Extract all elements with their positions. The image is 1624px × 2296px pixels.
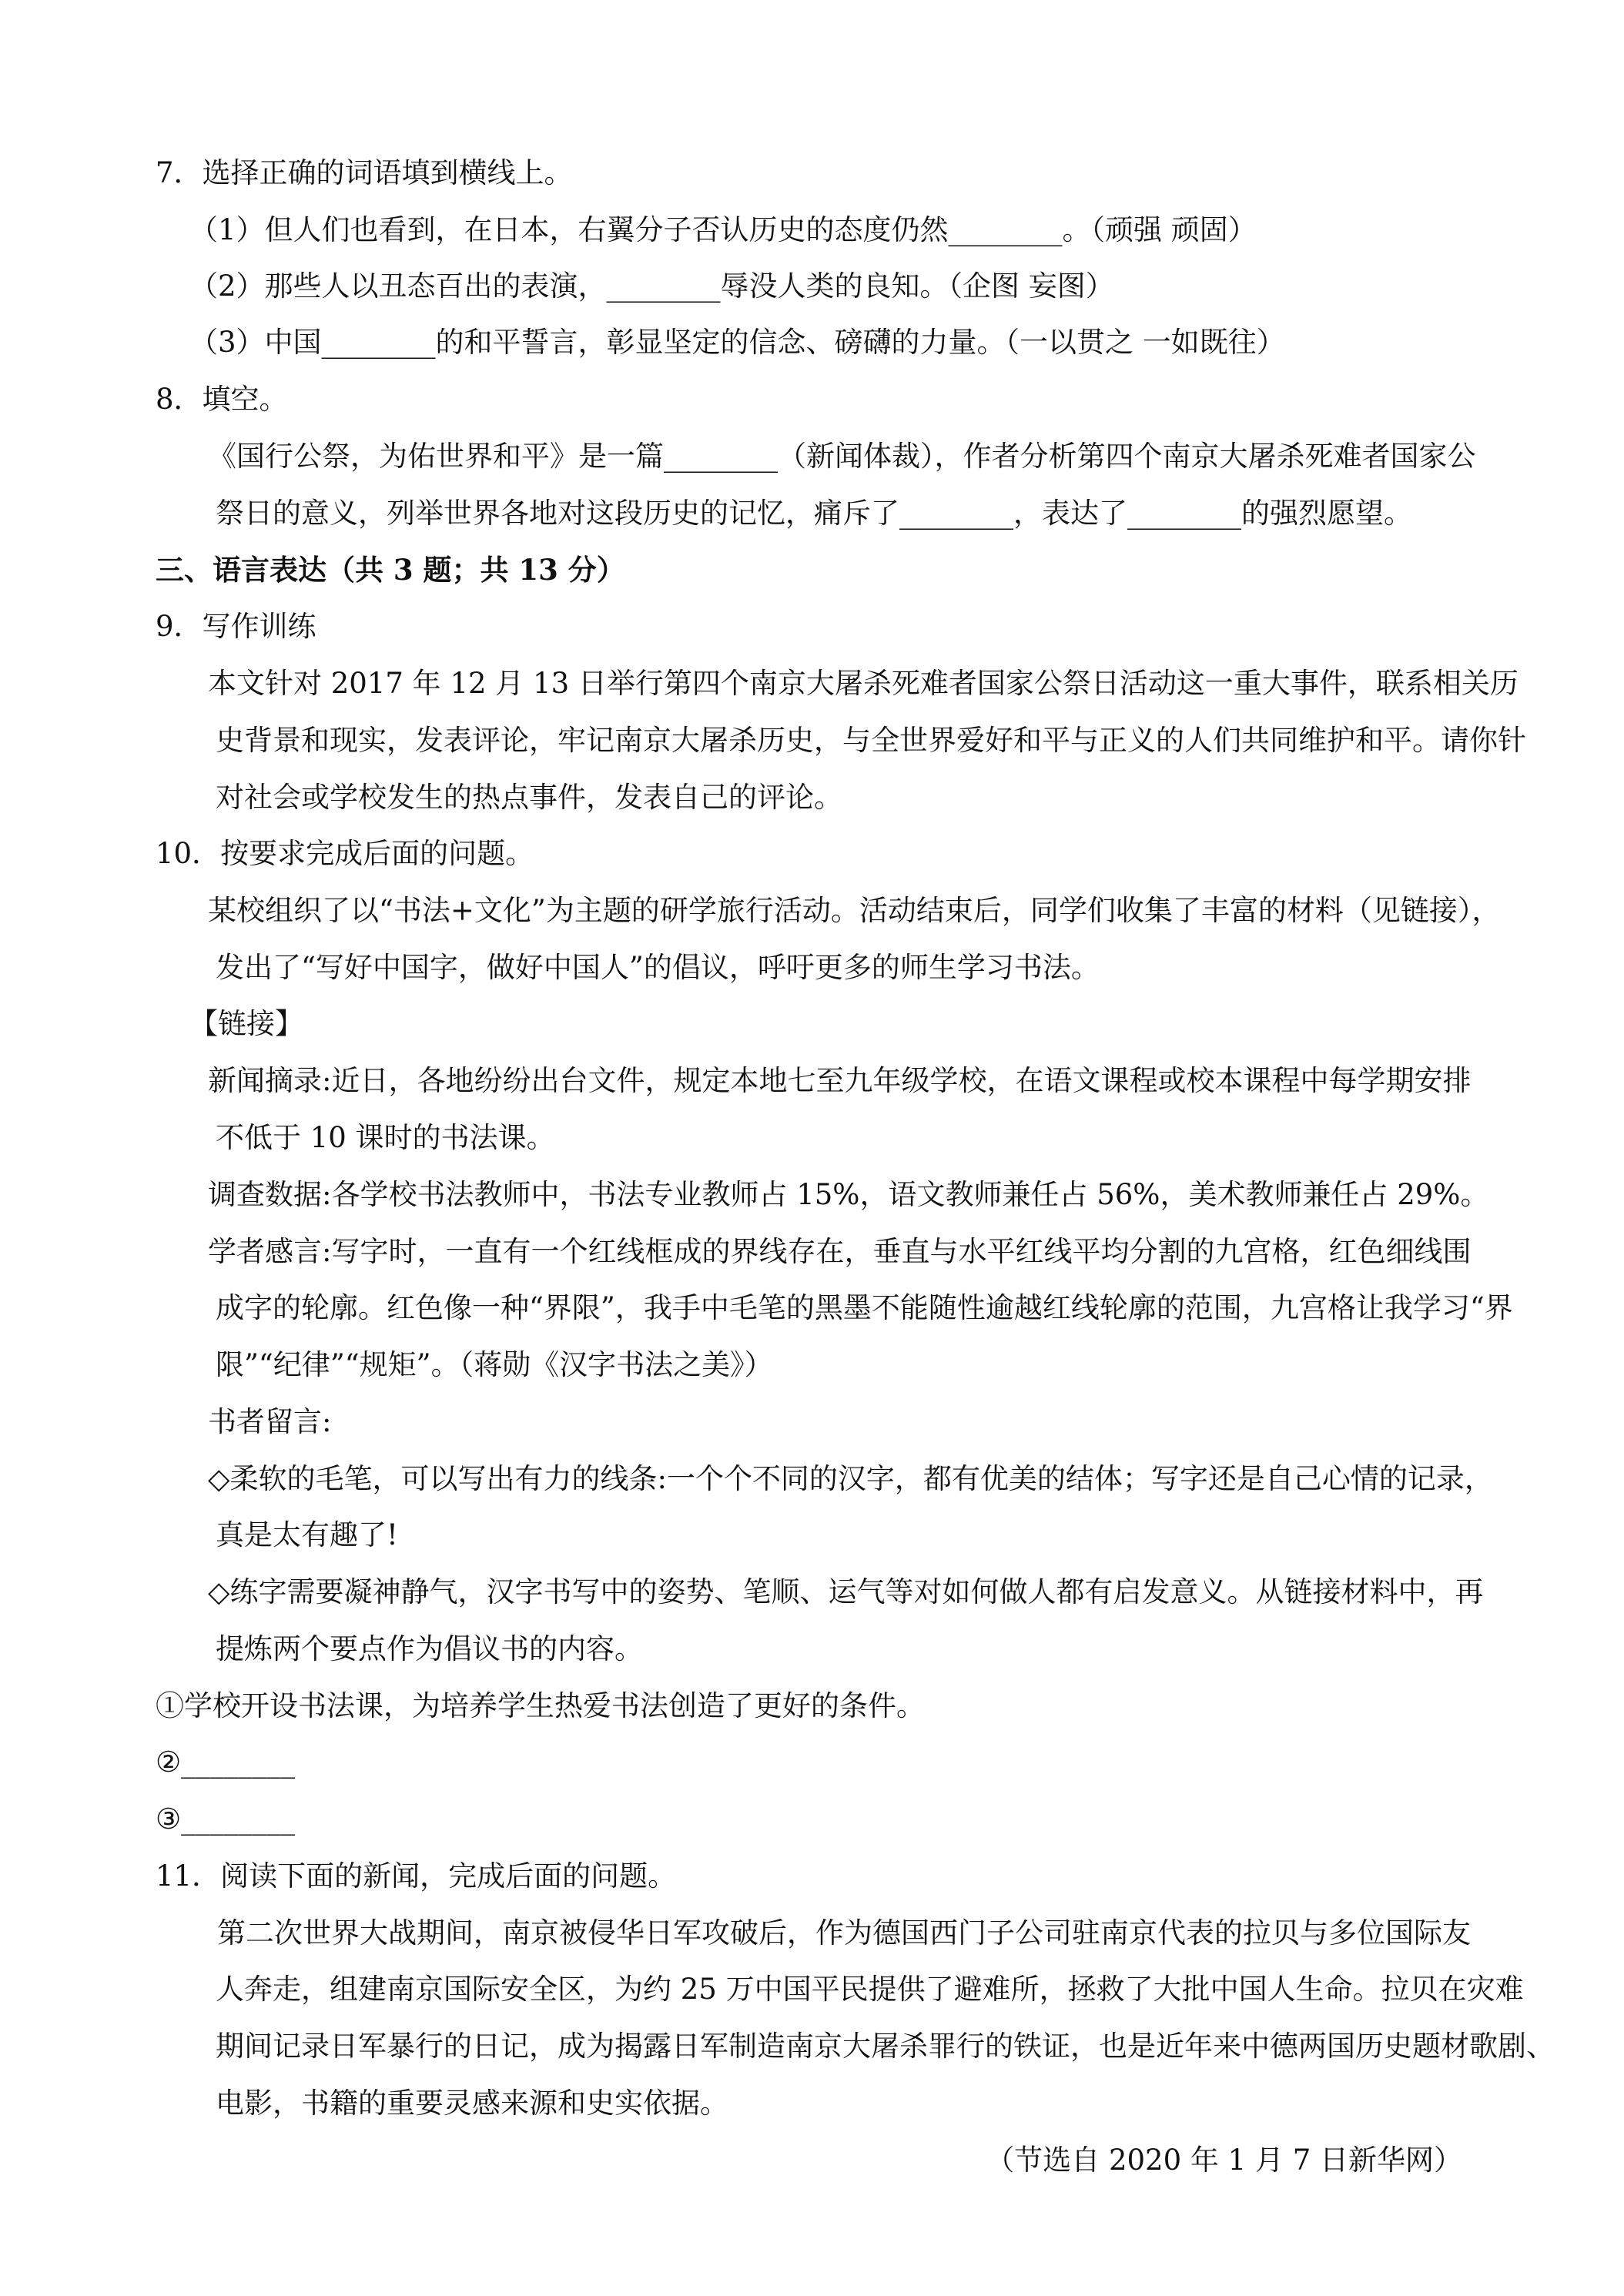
q10-link-label: 【链接】	[189, 1007, 303, 1040]
q10-diamond-2-line-2: 提炼两个要点作为倡议书的内容。	[216, 1632, 643, 1665]
q7-item-1: （1）但人们也看到，在日本，右翼分子否认历史的态度仍然________。（顽强 顽固）	[189, 213, 1257, 246]
q9-line-3: 对社会或学校发生的热点事件，发表自己的评论。	[216, 781, 842, 814]
q8-line-2: 祭日的意义，列举世界各地对这段历史的记忆，痛斥了________，表达了________的强烈愿望。	[216, 497, 1412, 530]
section-heading: 三、语言表达（共 3 题；共 13 分）	[156, 553, 625, 587]
q11-line-3: 期间记录日军暴行的日记，成为揭露日军制造南京大屠杀罪行的铁证，也是近年来中德两国历史题材歌剧、	[216, 2030, 1555, 2063]
q10-answer-1: ①学校开设书法课，为培养学生热爱书法创造了更好的条件。	[156, 1689, 925, 1722]
q7-item-3: （3）中国________的和平誓言，彰显坚定的信念、磅礴的力量。（一以贯之 一如既往）	[189, 326, 1285, 359]
q11-line-1: 第二次世界大战期间，南京被侵华日军攻破后，作为德国西门子公司驻南京代表的拉贝与多位国际友	[217, 1916, 1471, 1950]
q10-intro-line-2: 发出了“写好中国字，做好中国人”的倡议，呼吁更多的师生学习书法。	[216, 951, 1100, 984]
q10-scholar-line-1: 学者感言:写字时，一直有一个红线框成的界线存在，垂直与水平红线平均分割的九宫格，红色细线围	[208, 1235, 1472, 1268]
q10-diamond-1-line-1: ◇柔软的毛笔，可以写出有力的线条:一个个不同的汉字，都有优美的结体；写字还是自己心情的记录，	[208, 1462, 1493, 1495]
q11-line-2: 人奔走，组建南京国际安全区，为约 25 万中国平民提供了避难所，拯救了大批中国人生命。拉贝在灾难	[216, 1973, 1524, 2006]
q10-news-line-1: 新闻摘录:近日，各地纷纷出台文件，规定本地七至九年级学校，在语文课程或校本课程中每学期安排	[208, 1064, 1472, 1097]
q8-stem: 8．填空。	[156, 383, 288, 416]
q10-scholar-line-2: 成字的轮廓。红色像一种“界限”，我手中毛笔的黑墨不能随性逾越红线轮廓的范围，九宫格让我学习“界	[216, 1291, 1513, 1324]
q9-stem: 9．写作训练	[156, 610, 316, 643]
q10-answer-3: ③________	[156, 1802, 296, 1836]
q10-answer-2: ②________	[156, 1745, 296, 1779]
q10-diamond-2-line-1: ◇练字需要凝神静气，汉字书写中的姿势、笔顺、运气等对如何做人都有启发意义。从链接材料中，再	[208, 1575, 1484, 1608]
q8-line-1: 《国行公祭，为佑世界和平》是一篇________（新闻体裁），作者分析第四个南京大屠杀死难者国家公	[208, 440, 1476, 473]
q11-line-4: 电影，书籍的重要灵感来源和史实依据。	[216, 2087, 728, 2120]
q10-intro-line-1: 某校组织了以“书法+文化”为主题的研学旅行活动。活动结束后，同学们收集了丰富的材料（见链接），	[208, 894, 1501, 927]
q9-line-1: 本文针对 2017 年 12 月 13 日举行第四个南京大屠杀死难者国家公祭日活动这一重大事件，联系相关历	[208, 667, 1519, 700]
q10-survey: 调查数据:各学校书法教师中，书法专业教师占 15%，语文教师兼任占 56%，美术教师兼任占 29%。	[208, 1178, 1489, 1211]
q10-stem: 10．按要求完成后面的问题。	[156, 837, 534, 870]
q10-news-line-2: 不低于 10 课时的书法课。	[216, 1121, 555, 1154]
q10-diamond-1-line-2: 真是太有趣了!	[216, 1518, 398, 1551]
q10-scholar-line-3: 限”“纪律”“规矩”。（蒋勋《汉字书法之美》）	[216, 1348, 773, 1381]
q7-item-2: （2）那些人以丑态百出的表演，________辱没人类的良知。（企图 妄图）	[189, 269, 1114, 303]
q11-source: （节选自 2020 年 1 月 7 日新华网）	[986, 2144, 1462, 2177]
q7-stem: 7．选择正确的词语填到横线上。	[156, 156, 573, 189]
q10-writer-label: 书者留言:	[208, 1405, 332, 1438]
q11-stem: 11．阅读下面的新闻，完成后面的问题。	[156, 1859, 677, 1893]
q9-line-2: 史背景和现实，发表评论，牢记南京大屠杀历史，与全世界爱好和平与正义的人们共同维护和平。请你针	[216, 724, 1526, 757]
